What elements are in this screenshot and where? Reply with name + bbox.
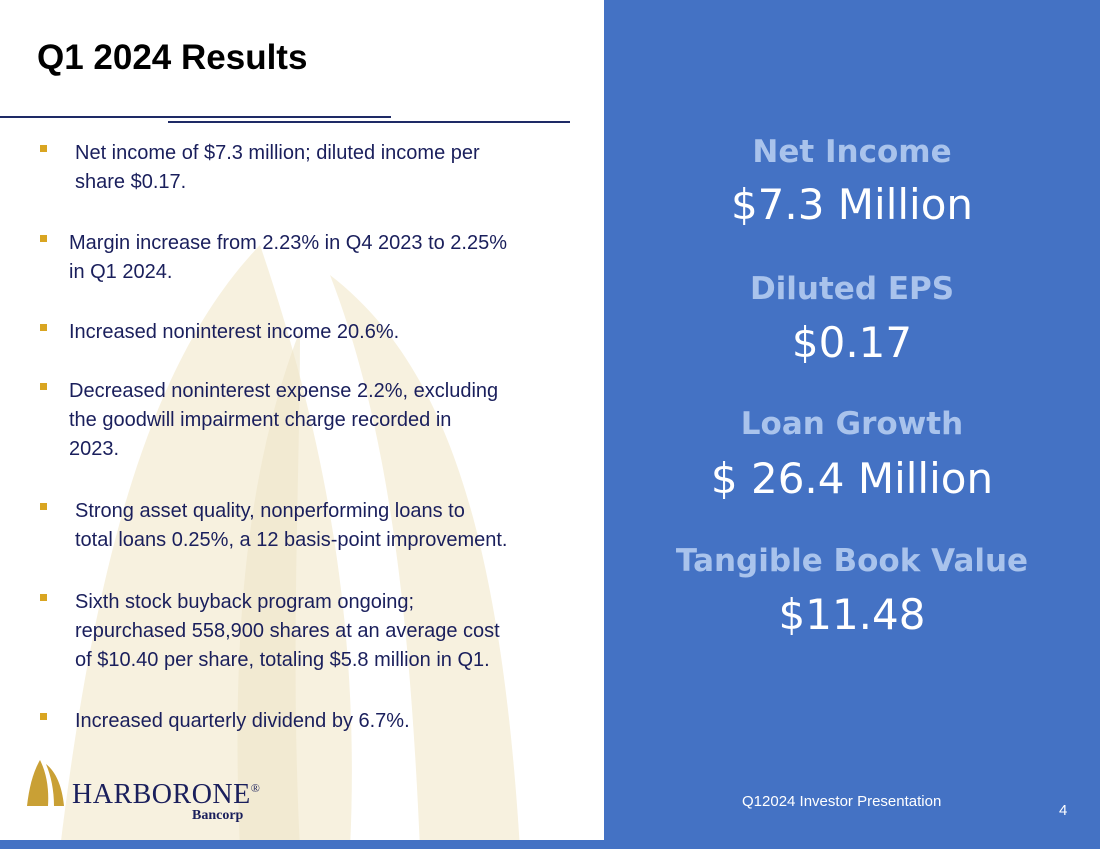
bullet-line: total loans 0.25%, a 12 basis-point improvement.	[75, 529, 508, 551]
bullet-line: Margin increase from 2.23% in Q4 2023 to 2.25%	[69, 232, 508, 254]
metric-label: Diluted EPS	[749, 271, 955, 307]
bottom-accent-bar	[0, 840, 604, 849]
bullet-line: Increased noninterest income 20.6%.	[69, 321, 400, 343]
bullet-line: the goodwill impairment charge recorded in	[69, 409, 452, 431]
bullet-item	[75, 497, 507, 555]
bullet-line: Strong asset quality, nonperforming loans to	[75, 500, 465, 522]
bullet-marker	[40, 503, 47, 510]
logo-wordmark: HARBORONE®	[72, 779, 261, 810]
metric-label: Loan Growth	[740, 406, 964, 442]
bullet-line: repurchased 558,900 shares at an average cost	[75, 620, 500, 642]
metric-label: Net Income	[752, 134, 952, 170]
bullet-marker	[40, 383, 47, 390]
bullet-item	[75, 139, 480, 197]
metric-value: $7.3 Million	[730, 180, 974, 229]
bullet-line: Sixth stock buyback program ongoing;	[75, 591, 415, 613]
bullet-marker	[40, 145, 47, 152]
page-number: 4	[1059, 802, 1068, 819]
bullet-line: 2023.	[69, 438, 120, 460]
slide-title: Q1 2024 Results	[37, 38, 308, 77]
title-underline	[0, 116, 391, 118]
metric-value: $ 26.4 Million	[710, 454, 994, 503]
harborone-sail-icon	[26, 760, 72, 806]
bullet-item	[69, 377, 498, 464]
logo-subtitle: Bancorp	[192, 808, 244, 823]
bullet-line: in Q1 2024.	[69, 261, 173, 283]
title-underline-secondary	[168, 121, 570, 123]
bullet-item	[69, 318, 399, 347]
bullet-line: of $10.40 per share, totaling $5.8 million in Q1.	[75, 649, 490, 671]
key-metrics-panel	[604, 0, 1100, 849]
bullet-item	[75, 707, 410, 736]
bullet-marker	[40, 594, 47, 601]
metric-value: $11.48	[778, 590, 926, 639]
company-logo	[26, 760, 286, 830]
bullet-marker	[40, 235, 47, 242]
metric-value: $0.17	[791, 318, 913, 367]
bullet-marker	[40, 713, 47, 720]
footer-presentation-title: Q12024 Investor Presentation	[742, 793, 942, 810]
bullet-item	[69, 229, 507, 287]
bullet-line: Decreased noninterest expense 2.2%, excluding	[69, 380, 499, 402]
metric-label: Tangible Book Value	[675, 543, 1029, 579]
bullet-line: Net income of $7.3 million; diluted income per	[75, 142, 480, 164]
bullet-marker	[40, 324, 47, 331]
bullet-line: Increased quarterly dividend by 6.7%.	[75, 710, 410, 732]
bullet-item	[75, 588, 500, 675]
bullet-line: share $0.17.	[75, 171, 187, 193]
